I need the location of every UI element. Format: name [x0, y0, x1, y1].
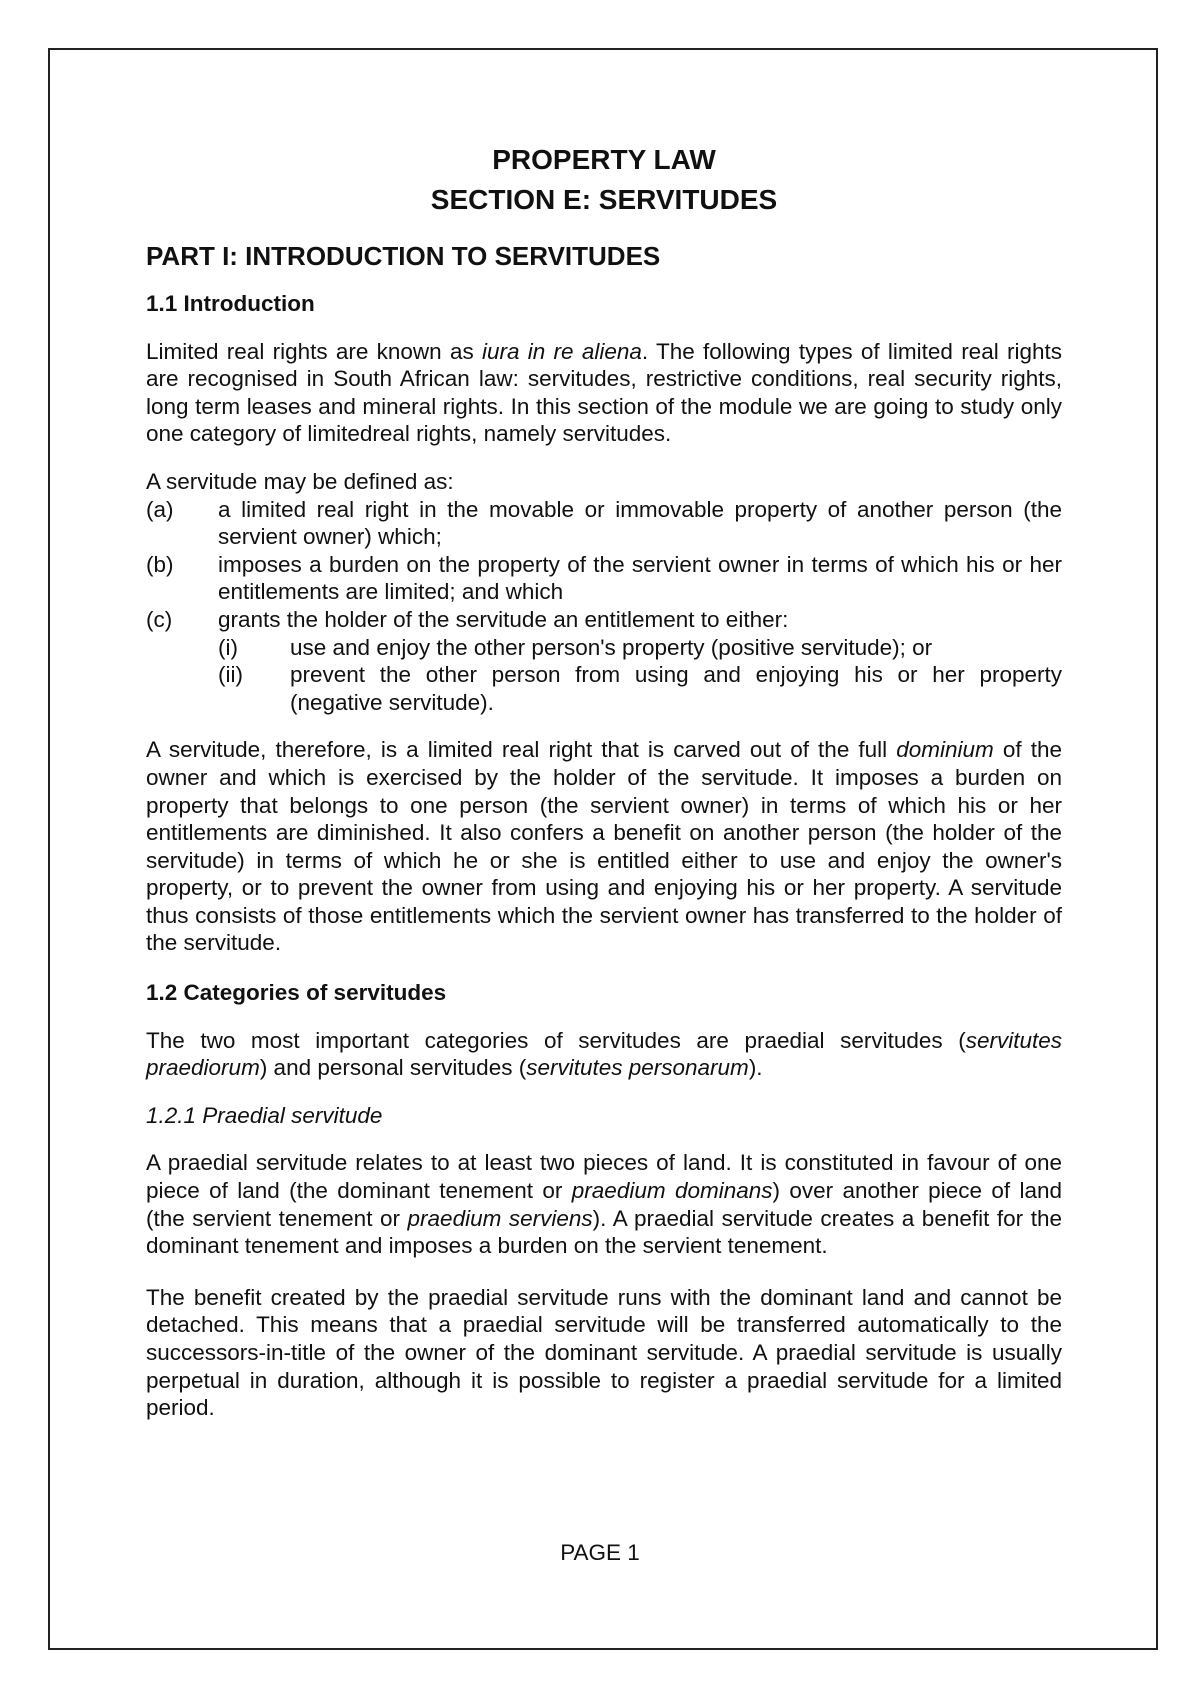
- heading-1-1: 1.1 Introduction: [146, 291, 315, 316]
- list-text: a limited real right in the movable or immovable property of another person (the servient owner) which;: [218, 496, 1062, 550]
- text-span: ). A praedial servitude creates a benefit for the dominant tenement and imposes a burden on the servient tenement.: [146, 1205, 1062, 1259]
- text-span: ).: [748, 1055, 763, 1081]
- text-span: ) over another piece of land (the servient tenement or: [146, 1178, 1062, 1231]
- document-body: [146, 140, 1062, 1422]
- sub-list-item: [218, 634, 1062, 662]
- list-label: (b): [146, 551, 174, 577]
- text-span: of the owner and which is exercised by the holder of the servitude. It imposes a burden on property that belongs to one person (the servient owner) in terms of which his or her entitlements are diminished. It also confers a benefit on another person (the holder of the servitude) in terms of which he or she is entitled either to use and enjoy the owner's property, or to prevent the owner from using and enjoying his or her property. A servitude thus consists of those entitlements which the servient owner has transferred to the holder of the servitude.: [146, 737, 1062, 956]
- list-text: imposes a burden on the property of the servient owner in terms of which his or her entitlements are limited; and which: [218, 551, 1062, 605]
- praedial-paragraph-1: [146, 1149, 1062, 1259]
- intro-paragraph: [146, 338, 1062, 448]
- heading-1-2-1: 1.2.1 Praedial servitude: [146, 1102, 383, 1128]
- italic-term: servitutes personarum: [526, 1055, 749, 1081]
- categories-paragraph: [146, 1027, 1062, 1082]
- text-span: A servitude, therefore, is a limited real right that is carved out of the full: [146, 737, 897, 763]
- list-label: (a): [146, 496, 174, 522]
- list-label: (c): [146, 606, 173, 632]
- italic-term: praedium dominans: [571, 1178, 773, 1204]
- sub-list-item: [218, 661, 1062, 716]
- list-label: (ii): [218, 662, 243, 688]
- text-span: The two most important categories of servitudes are praedial servitudes (: [146, 1027, 966, 1053]
- list-item: [146, 551, 1062, 606]
- part-title: PART I: INTRODUCTION TO SERVITUDES: [146, 241, 661, 271]
- list-item: [146, 606, 1062, 634]
- definition-list: [146, 496, 1062, 717]
- text-span: . The following types of limited real rights are recognised in South African law: servitudes, restrictive conditions, real security rights, long term leases and mineral rights. In this section of the module we are going to study only one category of limitedreal rights, namely servitudes.: [146, 338, 1062, 447]
- text-span: ) and personal servitudes (: [259, 1055, 527, 1081]
- list-text: grants the holder of the servitude an entitlement to either:: [218, 606, 789, 632]
- italic-term: iura in re aliena: [481, 338, 642, 364]
- text-span: A praedial servitude relates to at least two pieces of land. It is constituted in favour of one piece of land (the dominant tenement or: [146, 1150, 1062, 1204]
- list-item: [146, 496, 1062, 551]
- heading-1-2: 1.2 Categories of servitudes: [146, 980, 447, 1006]
- sub-list: [218, 634, 1062, 717]
- page-number: PAGE 1: [560, 1540, 640, 1565]
- section-title: SECTION E: SERVITUDES: [430, 184, 778, 215]
- list-label: (i): [218, 634, 238, 660]
- italic-term: servitutes praediorum: [146, 1027, 1062, 1081]
- italic-term: praedium serviens: [407, 1205, 593, 1231]
- document-title: PROPERTY LAW: [492, 144, 716, 175]
- servitude-explanation: [146, 736, 1062, 957]
- italic-term: dominium: [896, 737, 994, 763]
- list-text: prevent the other person from using and enjoying his or her property (negative servitude).: [290, 662, 1062, 715]
- praedial-paragraph-2: The benefit created by the praedial servitude runs with the dominant land and cannot be detached. This means that a praedial servitude will be transferred automatically to the successors-in-title of the owner of the dominant servitude. A praedial servitude is usually perpetual in duration, although it is possible to register a praedial servitude for a limited period.: [146, 1284, 1062, 1421]
- list-text: use and enjoy the other person's property (positive servitude); or: [290, 634, 933, 660]
- definition-intro: A servitude may be defined as:: [146, 468, 454, 494]
- text-span: Limited real rights are known as: [146, 338, 482, 364]
